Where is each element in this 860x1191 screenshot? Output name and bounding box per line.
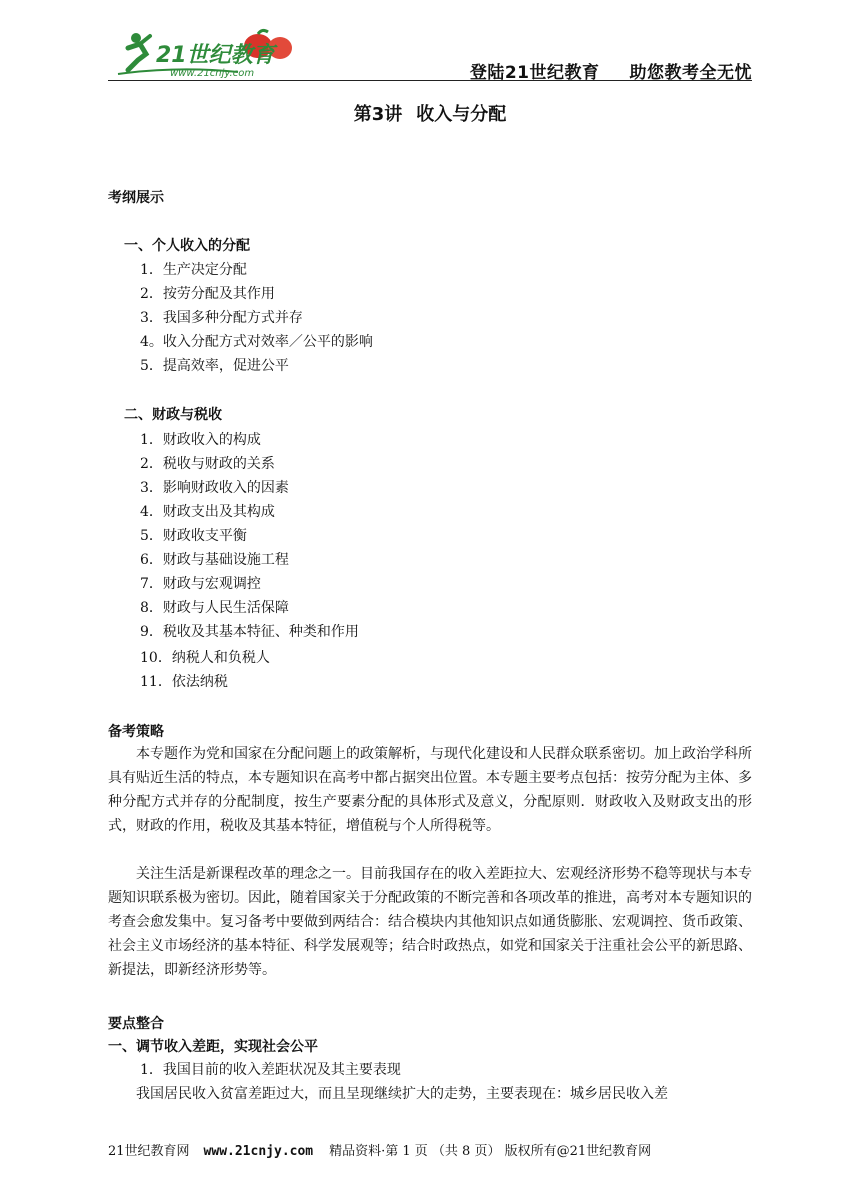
syllabus-item: 5．财政收支平衡 xyxy=(140,528,247,544)
keypoints-heading: 要点整合 xyxy=(108,1016,164,1032)
syllabus-item: 9．税收及其基本特征、种类和作用 xyxy=(140,624,359,640)
syllabus-item: 10．纳税人和负税人 xyxy=(140,650,270,666)
syllabus-item: 1．财政收入的构成 xyxy=(140,432,261,448)
syllabus-item: 8．财政与人民生活保障 xyxy=(140,600,289,616)
footer-page-info: 精品资料·第 1 页 （共 8 页） 版权所有@21世纪教育网 xyxy=(329,1144,652,1159)
syllabus-item: 1．生产决定分配 xyxy=(140,262,247,278)
syllabus-item: 2．按劳分配及其作用 xyxy=(140,286,275,302)
syllabus-section2-title: 二、财政与税收 xyxy=(124,407,222,423)
strategy-paragraph-2: 关注生活是新课程改革的理念之一。目前我国存在的收入差距拉大、宏观经济形势不稳等现状与本专题知识联系极为密切。因此，随着国家关于分配政策的不断完善和各项改革的推进，高考对本专题知识的考查会愈发集中。复习备考中要做到两结合：结合模块内其他知识点如通货膨胀、宏观调控、货币政策、社会主义市场经济的基本特征、科学发展观等；结合时政热点，如党和国家关于注重社会公平的新思路、新提法，即新经济形势等。 xyxy=(108,866,752,978)
logo-url: www.21cnjy.com xyxy=(170,68,255,79)
slogan-left: 登陆21世纪教育 xyxy=(469,63,600,83)
syllabus-item: 11．依法纳税 xyxy=(140,674,228,690)
slogan-right: 助您教考全无忧 xyxy=(629,63,752,83)
syllabus-item: 6．财政与基础设施工程 xyxy=(140,552,289,568)
syllabus-item: 7．财政与宏观调控 xyxy=(140,576,261,592)
logo-text: 21世纪教育 xyxy=(156,43,275,68)
syllabus-item: 3．影响财政收入的因素 xyxy=(140,480,289,496)
syllabus-item: 3．我国多种分配方式并存 xyxy=(140,310,303,326)
header-divider xyxy=(108,80,752,81)
footer-url[interactable]: www.21cnjy.com xyxy=(203,1144,314,1159)
title-topic: 收入与分配 xyxy=(416,104,507,125)
page-header xyxy=(108,28,752,82)
strategy-paragraph-1: 本专题作为党和国家在分配问题上的政策解析，与现代化建设和人民群众联系密切。加上政治学科所具有贴近生活的特点，本专题知识在高考中都占据突出位置。本专题主要考点包括：按劳分配为主体、多种分配方式并存的分配制度，按生产要素分配的具体形式及意义，分配原则．财政收入及财政支出的形式，财政的作用，税收及其基本特征，增值税与个人所得税等。 xyxy=(108,746,752,834)
keypoints-subheading: 1．我国目前的收入差距状况及其主要表现 xyxy=(140,1062,401,1078)
logo-21cnjy xyxy=(108,28,308,80)
footer-site: 21世纪教育网 xyxy=(108,1144,190,1159)
page-footer xyxy=(108,1140,651,1159)
syllabus-item: 2．税收与财政的关系 xyxy=(140,456,275,472)
syllabus-item: 5．提高效率，促进公平 xyxy=(140,358,289,374)
syllabus-section1-title: 一、个人收入的分配 xyxy=(124,238,250,254)
keypoints-section1-title: 一、调节收入差距，实现社会公平 xyxy=(108,1039,318,1055)
syllabus-item: 4．财政支出及其构成 xyxy=(140,504,275,520)
title-lecture-number: 第3讲 xyxy=(353,104,403,125)
page-title xyxy=(0,100,860,126)
keypoints-paragraph: 我国居民收入贫富差距过大，而且呈现继续扩大的走势，主要表现在：城乡居民收入差 xyxy=(136,1086,668,1102)
syllabus-heading: 考纲展示 xyxy=(108,190,164,206)
syllabus-item: 4。收入分配方式对效率／公平的影响 xyxy=(140,334,373,350)
strategy-heading: 备考策略 xyxy=(108,724,164,740)
